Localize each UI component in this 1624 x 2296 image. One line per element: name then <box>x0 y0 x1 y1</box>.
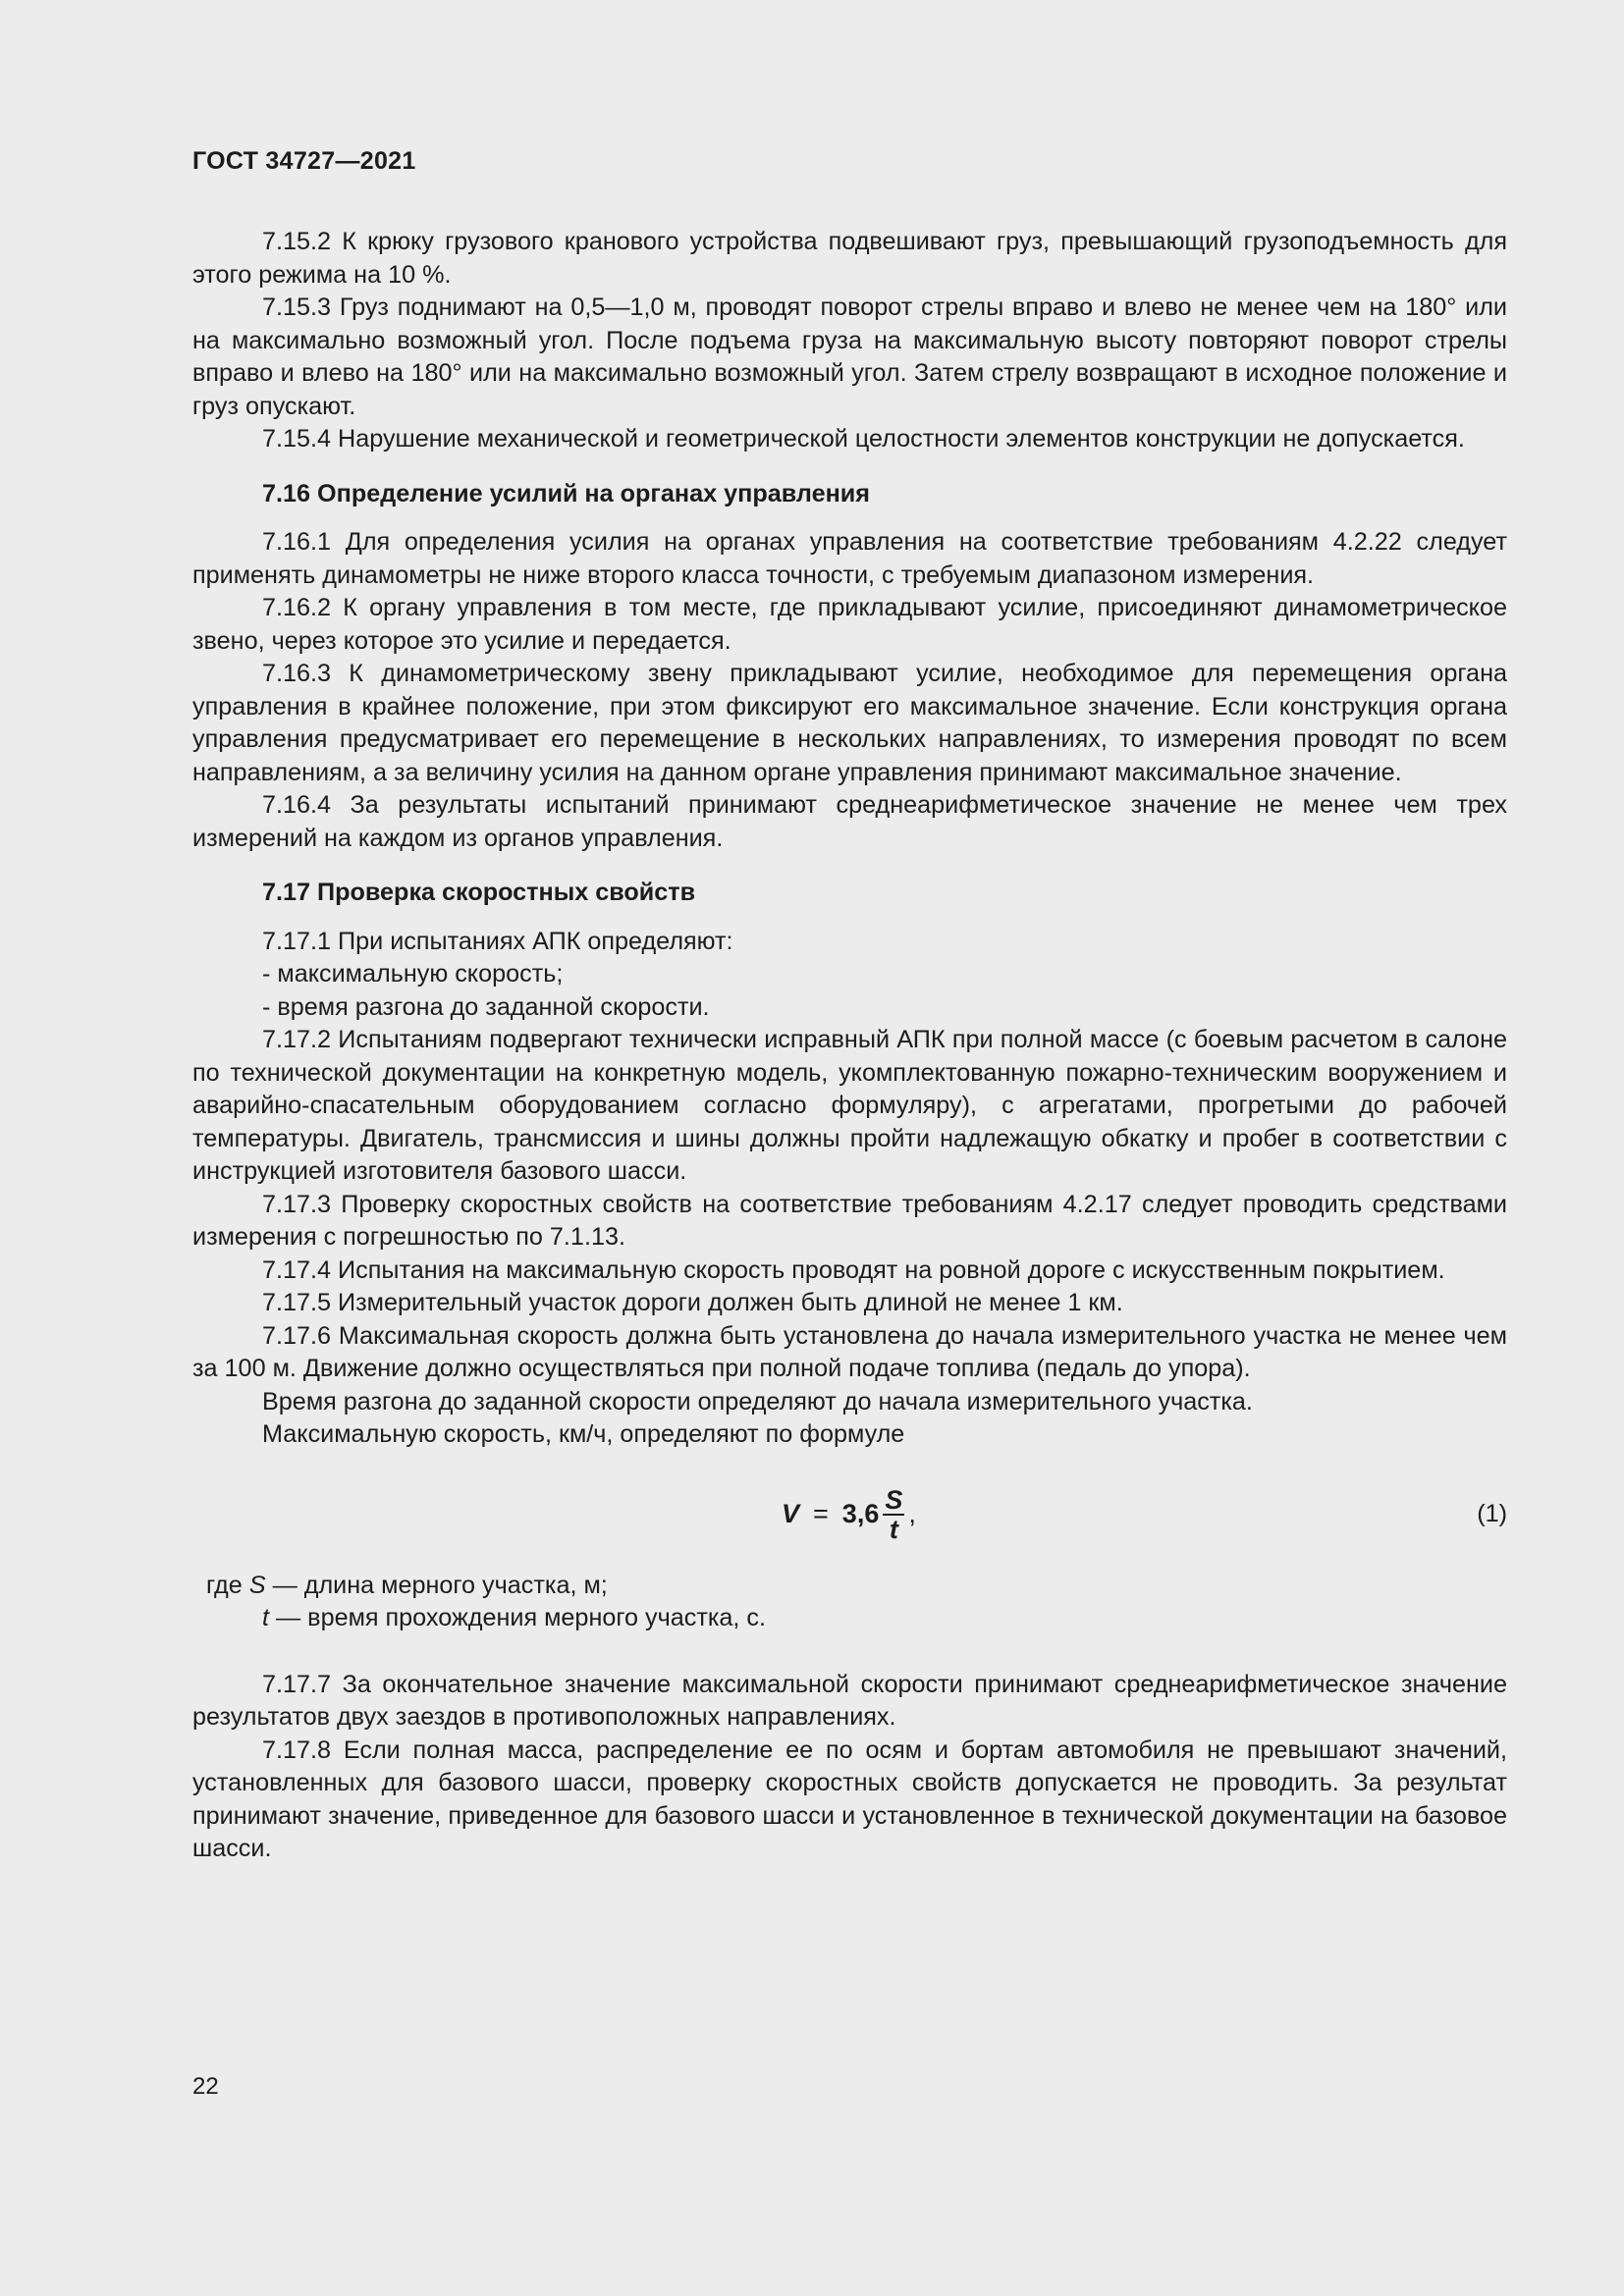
section-heading-7-17: 7.17 Проверка скоростных свойств <box>262 879 696 906</box>
document-header: ГОСТ 34727—2021 <box>192 147 416 175</box>
formula-comma: , <box>908 1498 916 1528</box>
where-s <box>192 1570 1507 1603</box>
symbol-t: t <box>262 1604 269 1631</box>
list-item: - максимальную скорость; <box>262 960 564 988</box>
paragraph-7-17-2: 7.17.2 Испытаниям подвергают технически исправный АПК при полной массе (с боевым расчетом в салоне по технической документации на конкретную модель, укомплектованную пожарно-техническим вооружением и аварийно-спасательным оборудованием согласно формуляру), с агрегатами, прогретыми до рабочей температуры. Двигатель, трансмиссия и шины должны пройти надлежащую обкатку и пробег в соответствии с инструкцией изготовителя базового шасси. <box>192 1026 1507 1185</box>
page-number: 22 <box>192 2073 219 2100</box>
where-t <box>192 1602 1507 1635</box>
paragraph-7-17-7: 7.17.7 За окончательное значение максимальной скорости принимают среднеарифметическое значение результатов двух заездов в противоположных направлениях. <box>192 1670 1507 1731</box>
paragraph-7-17-8: 7.17.8 Если полная масса, распределение ее по осям и бортам автомобиля не превышают значений, установленных для базового шасси, проверку скоростных свойств допускается не проводить. За результат принимают значение, приведенное для базового шасси и установленное в технической документации на базовое шасси. <box>192 1735 1507 1862</box>
paragraph-7-16-2: 7.16.2 К органу управления в том месте, где прикладывают усилие, присоединяют динамометрическое звено, через которое это усилие и передается. <box>192 594 1507 655</box>
paragraph-acceleration: Время разгона до заданной скорости определяют до начала измерительного участка. <box>262 1387 1253 1415</box>
formula-coefficient: 3,6 <box>841 1498 880 1528</box>
paragraph-7-16-4: 7.16.4 За результаты испытаний принимают среднеарифметическое значение не менее чем трех измерений на каждом из органов управления. <box>192 791 1507 852</box>
paragraph-7-15-2: 7.15.2 К крюку грузового кранового устройства подвешивают груз, превышающий грузоподъемность для этого режима на 10 %. <box>192 228 1507 289</box>
formula-lhs: V <box>782 1498 800 1528</box>
paragraph-7-17-3: 7.17.3 Проверку скоростных свойств на соответствие требованиям 4.2.17 следует проводить средствами измерения с погрешностью по 7.1.13. <box>192 1190 1507 1251</box>
where-t-text: — время прохождения мерного участка, с. <box>269 1604 767 1631</box>
paragraph-7-17-5: 7.17.5 Измерительный участок дороги должен быть длиной не менее 1 км. <box>262 1289 1123 1316</box>
paragraph-7-16-3: 7.16.3 К динамометрическому звену прикладывают усилие, необходимое для перемещения органа управления в крайнее положение, при этом фиксируют его максимальное значение. Если конструкция органа управления предусматривает его перемещение в нескольких направлениях, то измерения проводят по всем направлениям, а за величину усилия на данном органе управления принимают максимальное значение. <box>192 660 1507 786</box>
formula-expression <box>782 1469 916 1560</box>
formula-equals: = <box>813 1498 829 1528</box>
formula-numerator: S <box>885 1484 903 1515</box>
formula-denominator: t <box>889 1514 898 1544</box>
paragraph-formula-intro: Максимальную скорость, км/ч, определяют по формуле <box>262 1420 905 1448</box>
paragraph-7-17-6: 7.17.6 Максимальная скорость должна быть установлена до начала измерительного участка не менее чем за 100 м. Движение должно осуществляться при полной подаче топлива (педаль до упора). <box>192 1321 1507 1382</box>
paragraph-7-17-1: 7.17.1 При испытаниях АПК определяют: <box>262 927 733 955</box>
list-item: - время разгона до заданной скорости. <box>262 992 710 1021</box>
where-s-text: — длина мерного участка, м; <box>265 1571 608 1599</box>
formula-block <box>192 1469 1507 1560</box>
paragraph-7-17-4: 7.17.4 Испытания на максимальную скорость проводят на ровной дороге с искусственным покрытием. <box>262 1255 1445 1284</box>
where-prefix: где <box>206 1571 249 1599</box>
paragraph-7-15-4: 7.15.4 Нарушение механической и геометрической целостности элементов конструкции не допускается. <box>262 425 1465 453</box>
formula-number: (1) <box>1477 1499 1507 1527</box>
paragraph-7-16-1: 7.16.1 Для определения усилия на органах управления на соответствие требованиям 4.2.22 следует применять динамометры не ниже второго класса точности, с требуемым диапазоном измерения. <box>192 528 1507 589</box>
symbol-s: S <box>248 1571 266 1599</box>
formula-fraction <box>883 1486 904 1543</box>
page-body <box>192 226 1507 1866</box>
section-heading-7-16: 7.16 Определение усилий на органах управления <box>262 479 870 507</box>
paragraph-7-15-3: 7.15.3 Груз поднимают на 0,5—1,0 м, проводят поворот стрелы вправо и влево не менее чем на 180° или на максимально возможный угол. После подъема груза на максимальную высоту повторяют поворот стрелы вправо и влево на 180° или на максимально возможный угол. Затем стрелу возвращают в исходное положение и груз опускают. <box>192 294 1507 420</box>
